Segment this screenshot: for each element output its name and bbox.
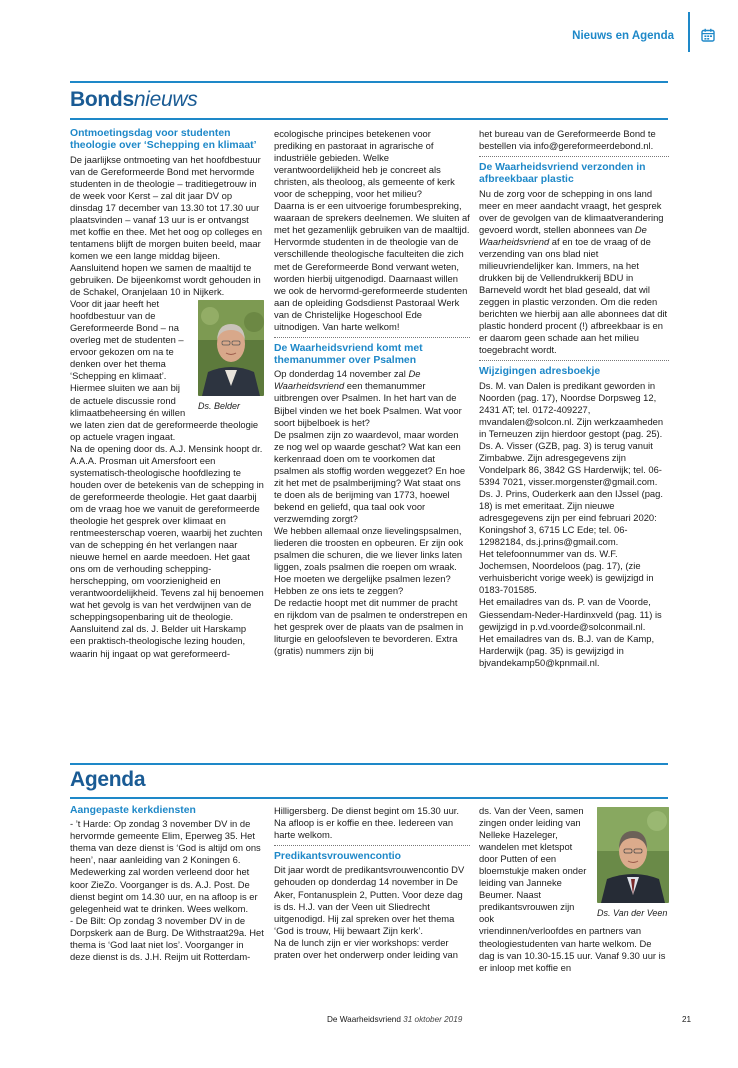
article-paragraph: De jaarlijkse ontmoeting van het hoofdbestuur van de Gereformeerde Bond met hervormde studenten in de theologie – traditiegetrouw in de week voor Kerst – zal dit jaar DV op dinsdag 17 december van 13.30 tot 17.30 uur plaatsvinden – vanaf 13 uur is er ontvangst met koffie en thee. Met het oog op colleges en tentamens blijft de morgen buiten beeld, maar komen we een lange middag bijeen. Aansluitend hopen we samen de maaltijd te gebruiken. De bijeenkomst wordt gehouden in de Schakel, Oranjelaan 10 in Nijkerk. (70, 153, 263, 298)
article-heading: Aangepaste kerkdiensten (70, 805, 196, 816)
footer-magazine (327, 1015, 462, 1024)
title-italic: nieuws (133, 88, 198, 111)
agenda-column-1 (70, 805, 264, 990)
article-paragraph: Na de lunch zijn er vier workshops: verder praten over het onderwerp onder leiding van (274, 936, 458, 960)
dotted-separator (479, 360, 669, 361)
dotted-separator (274, 845, 470, 846)
article-heading: Predikantsvrouwencontio (274, 851, 402, 863)
article-paragraph: Voor dit jaar heeft het hoofdbestuur van de Gereformeerde Bond – na overleg met de studenten – ervoor gekozen om na te denken over het thema ‘Schepping en klimaat’. Hiermee sluiten we aan bij de actuele discussie rond klimaatbeheersing én willen we laten zien dat de gereformeerde theologie op actuele vragen ingaat. (70, 298, 259, 442)
article-paragraph: het bureau van de Gereformeerde Bond te bestellen via info@gereformeerdebond.nl. (479, 128, 656, 152)
article-paragraph: De psalmen zijn zo waardevol, maar worden ze nog wel op waarde geschat? Wat kan een kerkenraad doen om te voorkomen dat psalmen als stoffig worden weggezet? En hoe zit het met de psalmberijming? Wat staat ons te doen als de berijming van 1773, hoewel bekend en geliefd, qua taal ook voor verzwemding zorgt? (274, 428, 466, 524)
article-paragraph: Na de opening door ds. A.J. Mensink hoopt dr. A.A.A. Prosman uit Amersfoort een systematisch-theologische hoofdlezing te houden over de betekenis van de schepping in de gereformeerde theologie. Het gaat daarbij om de vraag hoe we vanuit de gereformeerde theologie het gesprek over klimaat en rentmeesterschap voeren, waarbij het zuchten van de schepping én het verlangen naar nieuwe hemel en aarde meedoen. Het gaat ons om de verhouding schepping-herschepping, om voorzienigheid en verantwoordelijkheid. Tevens zal hij benoemen wat het gevolg is van het verdwijnen van de scheppingsopenbaring uit de theologie. Aansluitend zal ds. J. Belder uit Harskamp een praktisch-theologische lezing houden, waarin hij ingaat op wat gereformeerd- (70, 442, 264, 659)
magazine-name: De Waarheidsvriend (274, 368, 421, 392)
article-paragraph (274, 368, 470, 428)
bondsnieuws-column-2 (274, 128, 470, 758)
text-span: af en toe de vraag of de verzending van ons blad niet milieuvriendelijker kan. Immers, na het drukken bij de Vellendrukkerij BDU in Barneveld wordt het blad geseald, dat wil zeggen in plastic verzonden. Om die reden berichten we hierbij aan alle abonnees dat dit plastic honderd procent (!) afbreekbaar is en er daarom geen schade aan het milieu toegebracht wordt. (479, 235, 668, 356)
article-paragraph: De redactie hoopt met dit nummer de pracht en rijkdom van de psalmen te onderstrepen en het gesprek over de plaats van de psalmen in liturgie en geloofsleven te bevorderen. Extra (gratis) nummers zijn bij (274, 597, 468, 657)
page-header (0, 0, 738, 62)
heading-rule-top (70, 763, 668, 765)
article-heading: De Waarheidsvriend verzonden in afbreekbaar plastic (479, 162, 646, 186)
text-span: Nu de zorg voor de schepping in ons land meer en meer aandacht vraagt, het gesprek over de gevolgen van de klimaatverandering gevoerd wordt, stellen abonnees van (479, 187, 664, 235)
portrait-van-der-veen (597, 807, 669, 903)
article-paragraph: Het emailadres van ds. B.J. van de Kamp, Harderwijk (pag. 35) is gewijzigd in bjvandekamp50@kpnmail.nl. (479, 632, 655, 668)
heading-rule-bottom (70, 118, 668, 120)
page-number: 21 (682, 1015, 692, 1024)
photo-caption: Ds. Van der Veen (597, 908, 668, 919)
portrait-belder (198, 300, 264, 396)
bondsnieuws-title (70, 88, 197, 112)
article-paragraph: - ’t Harde: Op zondag 3 november DV in de hervormde gemeente Elim, Eperweg 35. Het thema van deze dienst is ‘God is altijd om ons heen’, naar aanleiding van 2 Koningen 6. Medewerking zal worden verleend door het koor ZieZo. Voorganger is ds. A.J. Post. De dienst begint om 14.30 uur, en na afloop is er gelegenheid wat te drinken. Wees welkom. (70, 818, 261, 914)
agenda-heading (70, 763, 668, 801)
article-paragraph: Hilligersberg. De dienst begint om 15.30 uur. Na afloop is er koffie en thee. Iedereen van harte welkom. (274, 805, 459, 841)
article-paragraph: Ds. M. van Dalen is predikant geworden in Noorden (pag. 17), Noordse Dorpsweg 12, 2431 AT; tel. 0172-409227, mvandalen@solcon.nl. Zijn werkzaamheden in Terneuzen zijn hierdoor gestopt (pag. 25). (479, 379, 664, 439)
article-paragraph: We hebben allemaal onze lievelingspsalmen, liederen die troosten en opbeuren. Er zijn ook psalmen die schuren, die we liever links laten liggen, zoals psalmen die roepen om wraak. Hoe moeten we dergelijke psalmen lezen? Hebben ze ons iets te zeggen? (274, 525, 464, 597)
agenda-column-2 (274, 805, 470, 990)
bondsnieuws-column-3 (479, 128, 669, 758)
article-paragraph (479, 188, 669, 357)
photo-caption: Ds. Belder (198, 401, 241, 412)
bondsnieuws-heading (70, 81, 668, 121)
article-paragraph: Hervormde studenten in de theologie van de verschillende theologische faculteiten die zich met de Gereformeerde Bond verwant weten, worden hierbij uitgenodigd. Daarnaast willen we ook de hervormd-gereformeerde studenten aan de opleiding Godsdienst Pastoraal Werk van de Christelijke Hogeschool Ede uitnodigen. Van harte welkom! (274, 236, 468, 332)
article-paragraph: Dit jaar wordt de predikantsvrouwencontio DV gehouden op donderdag 14 november in De Aker, Fontanusplein 2, Putten. Voor deze dag is ds. H.J. van der Veen uit Sliedrecht uitgenodigd. Hij zal spreken over het thema ‘God is trouw, Hij bewaart Zijn kerk’. (274, 864, 465, 936)
text-span: een themanummer uitbrengen over Psalmen. In het hart van de Bijbel vinden we het boek Psalmen. Wat voor soort bijbelboek is het? (274, 380, 462, 428)
article-paragraph: ecologische principes betekenen voor prediking en pastoraat in agrarische of industriële gebieden. Welke verantwoordelijkheid heb je concreet als christen, als theoloog, als gemeente of kerk voor de schepping, voor het milieu? (274, 128, 455, 200)
dotted-separator (274, 337, 470, 338)
heading-rule-top (70, 81, 668, 83)
header-divider (688, 12, 690, 52)
photo-belder (198, 300, 264, 412)
title-plain: Bonds (70, 88, 134, 111)
article-paragraph: Het telefoonnummer van ds. W.F. Jochemsen, Noordeloos (pag. 17), (zie verhuisbericht vorige week) is gewijzigd in 0183-701585. (479, 548, 654, 596)
article-paragraph: ds. Van der Veen, samen zingen onder leiding van Nelleke Hazeleger, wandelen met kletspot door Putten of een bloemstukje maken onder leiding van Janneke Beumer. Naast predikantsvrouwen zijn ook vriendinnen/verloofdes en partners van theologiestudenten van harte welkom. De dag is van 10.30-15.15 uur. Vanaf 9.30 uur is er inloop met koffie en (479, 805, 666, 973)
article-heading: Ontmoetingsdag voor studenten theologie over ‘Schepping en klimaat’ (70, 128, 257, 152)
agenda-title: Agenda (70, 768, 146, 791)
photo-van-der-veen (597, 807, 669, 919)
heading-rule-bottom (70, 797, 668, 799)
dotted-separator (479, 156, 669, 157)
article-paragraph: Ds. J. Prins, Ouderkerk aan den IJssel (pag. 18) is met emeritaat. Zijn nieuwe adresgegevens zijn per eind februari 2020: Koningshof 3, 6715 LC Ede; tel. 06-12982184, ds.j.prins@gmail.com. (479, 488, 663, 548)
calendar-icon (701, 28, 715, 42)
article-paragraph: Daarna is er een uitvoerige forumbespreking, waaraan de sprekers deelnemen. We sluiten af met het gezamenlijk gebruiken van de maaltijd. (274, 200, 470, 236)
article-heading: De Waarheidsvriend komt met themanummer over Psalmen (274, 342, 423, 367)
bondsnieuws-column-1 (70, 128, 264, 758)
article-paragraph: - De Bilt: Op zondag 3 november DV in de Dorpskerk aan de Burg. De Withstraat29a. Het thema is ‘God laat niet los’. Voorganger in deze dienst is ds. J.H. Reijm uit Rotterdam- (70, 914, 264, 962)
magazine-title: De Waarheidsvriend (327, 1015, 401, 1024)
agenda-column-3 (479, 805, 669, 990)
article-paragraph: Ds. A. Visser (GZB, pag. 3) is terug vanuit Zimbabwe. Zijn adresgegevens zijn Vondelpark 86, 3842 GS Harderwijk; tel. 06-5394 7021, visser.morgenster@gmail.com. (479, 439, 662, 488)
article-heading: Wijzigingen adresboekje (479, 366, 601, 378)
text-span: Op donderdag 14 november zal (274, 368, 409, 380)
section-label: Nieuws en Agenda (572, 30, 674, 42)
magazine-name: De Waarheidsvriend (479, 223, 647, 247)
issue-date: 31 oktober 2019 (403, 1015, 463, 1024)
article-paragraph: Het emailadres van ds. P. van de Voorde, Giessendam-Neder-Hardinxveld (pag. 11) is gewijzigd in p.vd.voorde@solconmail.nl. (479, 596, 662, 632)
